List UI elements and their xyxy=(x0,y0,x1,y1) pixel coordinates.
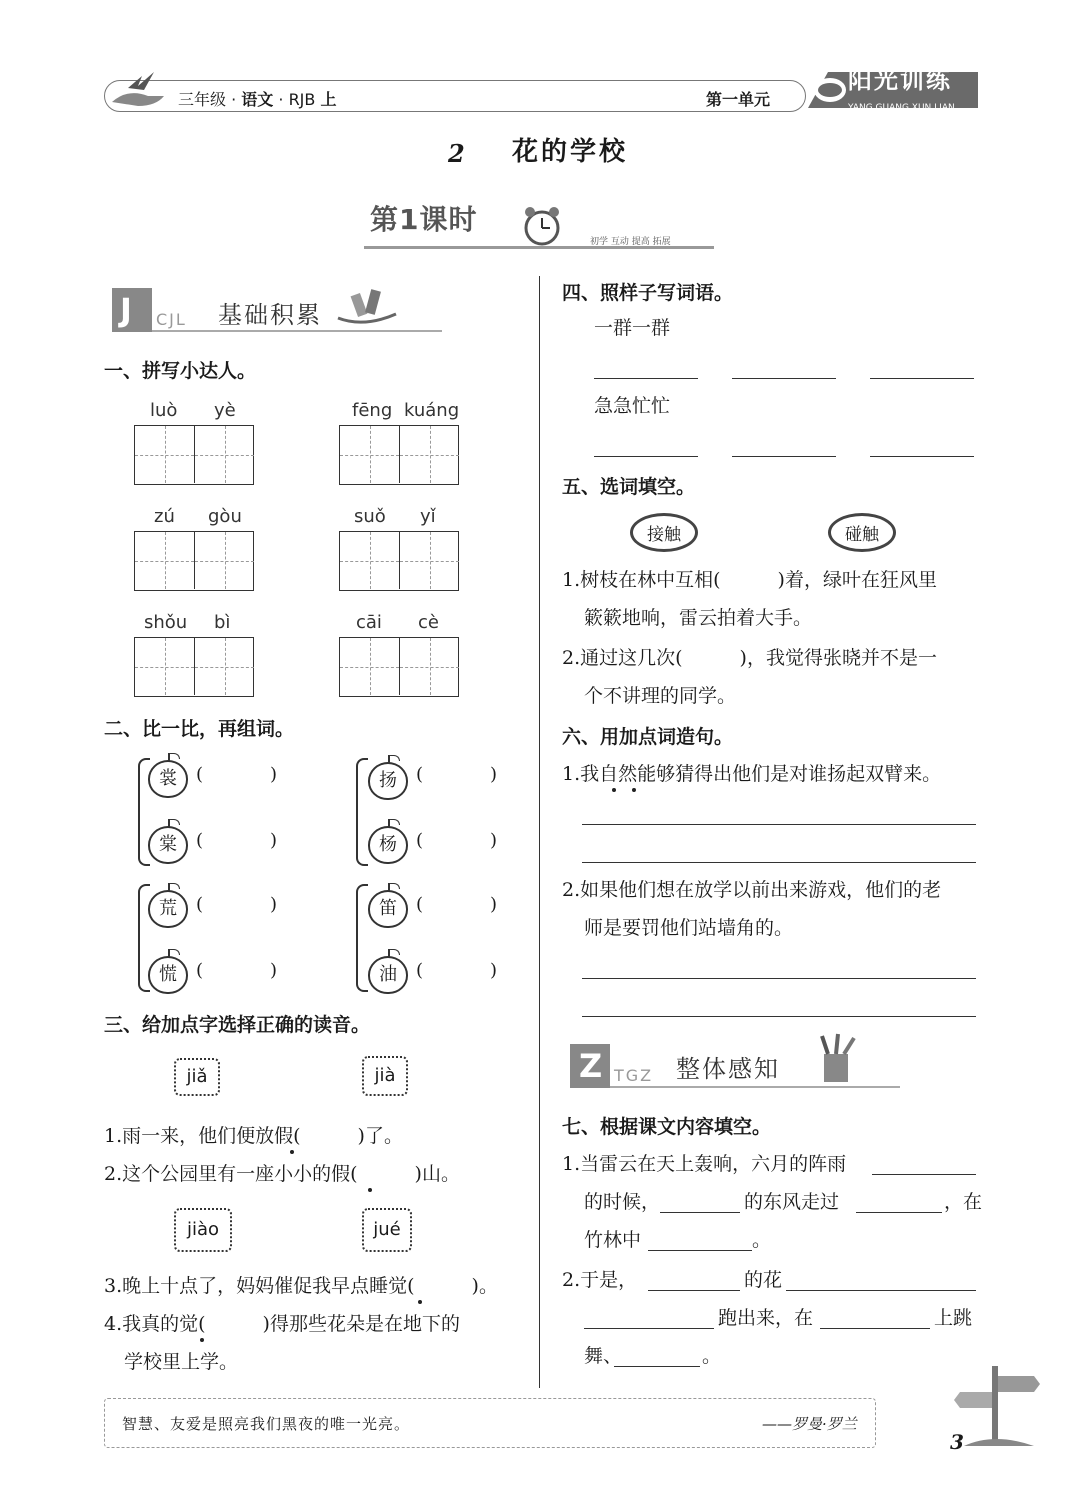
paren-close: ) xyxy=(270,830,278,851)
emphasis-dot xyxy=(290,1150,294,1154)
signpost-icon xyxy=(954,1362,1044,1452)
sentence: 2.通过这几次( )，我觉得张晓并不是一 xyxy=(562,647,937,669)
answer-line[interactable] xyxy=(870,378,974,379)
answer-line[interactable] xyxy=(820,1328,930,1329)
q6-title: 六、用加点词造句。 xyxy=(562,726,734,748)
pinyin: kuáng xyxy=(404,400,460,421)
sentence: 2.于是， xyxy=(562,1269,638,1291)
pencil-cup-icon xyxy=(806,1032,866,1086)
section-a-letter-block xyxy=(112,288,152,332)
section-b-label: 整体感知 xyxy=(676,1055,780,1083)
q2-title: 二、比一比，再组词。 xyxy=(104,718,295,740)
emphasis-dot xyxy=(612,788,616,792)
answer-line[interactable] xyxy=(582,1016,976,1017)
footer-author: ——罗曼·罗兰 xyxy=(762,1415,857,1433)
pinyin: yè xyxy=(214,400,236,421)
footer-quote: 智慧、友爱是照亮我们黑夜的唯一光亮。 xyxy=(122,1415,411,1433)
emphasis-dot xyxy=(368,1188,372,1192)
sentence: 跑出来，在 xyxy=(718,1307,814,1329)
paren-open: ( xyxy=(416,960,424,981)
q5-title: 五、选词填空。 xyxy=(562,476,696,498)
sentence: 1.树枝在林中互相( )着，绿叶在狂风里 xyxy=(562,569,937,591)
sentence: 的东风走过 xyxy=(744,1191,840,1213)
answer-line[interactable] xyxy=(870,456,974,457)
sentence: 的时候， xyxy=(584,1191,661,1213)
paren-open: ( xyxy=(196,764,204,785)
lesson-number: 2 xyxy=(448,139,465,168)
answer-line[interactable] xyxy=(594,378,698,379)
bird-on-hand-icon xyxy=(108,66,168,110)
sentence: 的花 xyxy=(744,1269,783,1291)
writing-grid[interactable] xyxy=(339,531,459,591)
sentence: 。 xyxy=(702,1345,722,1367)
pinyin: cāi xyxy=(356,612,382,633)
sentence: 个不讲理的同学。 xyxy=(584,685,737,707)
pinyin: cè xyxy=(418,612,439,633)
emphasis-dot xyxy=(200,1338,204,1342)
answer-line[interactable] xyxy=(660,1212,740,1213)
paren-open: ( xyxy=(196,830,204,851)
paren-open: ( xyxy=(416,764,424,785)
sentence: 2.如果他们想在放学以前出来游戏，他们的老 xyxy=(562,879,942,901)
section-b-rule xyxy=(610,1086,900,1088)
column-divider xyxy=(539,276,540,1388)
answer-line[interactable] xyxy=(648,1250,752,1251)
paren-close: ) xyxy=(490,764,498,785)
answer-line[interactable] xyxy=(872,1174,976,1175)
section-a-rule xyxy=(152,330,442,332)
sentence: 学校里上学。 xyxy=(124,1351,239,1373)
pinyin: yǐ xyxy=(420,506,436,527)
sentence: 上跳 xyxy=(934,1307,973,1329)
sentence: 师是要罚他们站墙角的。 xyxy=(584,917,794,939)
brand-cn: 阳光训练 xyxy=(848,66,952,94)
answer-line[interactable] xyxy=(856,1212,942,1213)
q3-title: 三、给加点字选择正确的读音。 xyxy=(104,1014,371,1036)
sentence: 舞、 xyxy=(584,1345,623,1367)
answer-line[interactable] xyxy=(648,1290,740,1291)
answer-line[interactable] xyxy=(786,1290,976,1291)
page-title: 花的学校 xyxy=(512,137,629,167)
paren-close: ) xyxy=(490,960,498,981)
answer-line[interactable] xyxy=(732,456,836,457)
sentence: 1.当雷云在天上轰响，六月的阵雨 xyxy=(562,1153,847,1175)
paren-close: ) xyxy=(490,894,498,915)
writing-grid[interactable] xyxy=(339,425,459,485)
q4-title: 四、照样子写词语。 xyxy=(562,282,734,304)
sentence: 2.这个公园里有一座小小的假( )山。 xyxy=(104,1163,460,1185)
answer-line[interactable] xyxy=(584,1328,714,1329)
sentence: 1.我自然能够猜得出他们是对谁扬起双臂来。 xyxy=(562,763,942,785)
paren-close: ) xyxy=(270,960,278,981)
q1-title: 一、拼写小达人。 xyxy=(104,360,257,382)
sentence: 4.我真的觉( )得那些花朵是在地下的 xyxy=(104,1313,460,1335)
emphasis-dot xyxy=(632,788,636,792)
character-apple: 笛 xyxy=(368,890,408,928)
answer-line[interactable] xyxy=(732,378,836,379)
example-word: 一群一群 xyxy=(594,317,671,339)
writing-grid[interactable] xyxy=(339,637,459,697)
answer-line[interactable] xyxy=(582,862,976,863)
character-apple: 油 xyxy=(368,956,408,994)
pinyin: fēng xyxy=(352,400,393,421)
paren-close: ) xyxy=(490,830,498,851)
pinyin: shǒu xyxy=(144,612,188,633)
pinyin: gòu xyxy=(208,506,242,527)
answer-line[interactable] xyxy=(582,824,976,825)
paren-open: ( xyxy=(416,894,424,915)
reading-option: jià xyxy=(362,1056,408,1096)
brand-en: YANG GUANG XUN LIAN xyxy=(848,103,955,113)
character-apple: 扬 xyxy=(368,762,408,800)
alarm-clock-icon xyxy=(520,204,564,248)
character-apple: 裳 xyxy=(148,760,188,798)
brace xyxy=(356,758,368,866)
section-a-code: CJL xyxy=(156,310,187,329)
answer-line[interactable] xyxy=(594,456,698,457)
section-a-letter: J xyxy=(120,291,132,329)
pinyin: zú xyxy=(154,506,175,527)
character-apple: 杨 xyxy=(368,826,408,864)
sentence: ，在 xyxy=(944,1191,983,1213)
header-grade: 三年级 · 语文 · RJB 上 xyxy=(178,90,337,109)
reading-option: jué xyxy=(362,1208,412,1252)
period-tags: 初学 互动 提高 拓展 xyxy=(590,237,671,247)
character-apple: 慌 xyxy=(148,956,188,994)
sentence: 1.雨一来，他们便放假( )了。 xyxy=(104,1125,403,1147)
books-icon xyxy=(334,284,400,330)
section-a-label: 基础积累 xyxy=(218,301,322,329)
word-choice-wreath: 接触 xyxy=(630,513,698,552)
character-apple: 荒 xyxy=(148,890,188,928)
word-choice-wreath: 碰触 xyxy=(828,513,896,552)
example-word: 急急忙忙 xyxy=(594,395,671,417)
period-label: 第1课时 xyxy=(370,203,478,236)
writing-grid[interactable] xyxy=(134,637,254,697)
q7-title: 七、根据课文内容填空。 xyxy=(562,1116,772,1138)
pinyin: luò xyxy=(150,400,178,421)
sentence: 簌簌地响，雷云拍着大手。 xyxy=(584,607,813,629)
paren-open: ( xyxy=(196,960,204,981)
sentence: 竹林中 xyxy=(584,1229,642,1251)
page-number: 3 xyxy=(950,1430,964,1454)
pinyin: suǒ xyxy=(354,506,386,527)
brace xyxy=(356,884,368,992)
reading-option: jiào xyxy=(174,1208,232,1252)
sentence: 。 xyxy=(752,1229,772,1251)
paren-open: ( xyxy=(196,894,204,915)
answer-line[interactable] xyxy=(614,1366,700,1367)
writing-grid[interactable] xyxy=(134,531,254,591)
pinyin: bì xyxy=(214,612,231,633)
reading-option: jiǎ xyxy=(174,1058,220,1096)
header-unit: 第一单元 xyxy=(706,90,771,109)
section-b-letter: Z xyxy=(579,1047,603,1085)
paren-close: ) xyxy=(270,764,278,785)
writing-grid[interactable] xyxy=(134,425,254,485)
paren-close: ) xyxy=(270,894,278,915)
emphasis-dot xyxy=(418,1300,422,1304)
paren-open: ( xyxy=(416,830,424,851)
character-apple: 棠 xyxy=(148,826,188,864)
sentence: 3.晚上十点了，妈妈催促我早点睡觉( )。 xyxy=(104,1275,498,1297)
section-b-code: TGZ xyxy=(614,1066,654,1085)
answer-line[interactable] xyxy=(582,978,976,979)
